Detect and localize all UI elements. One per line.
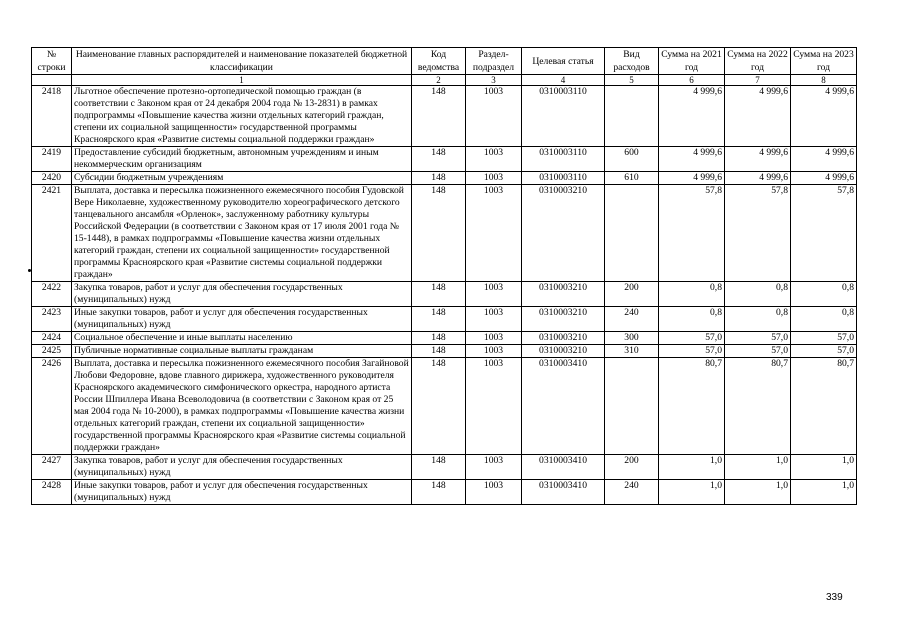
row-expense-type: 240 xyxy=(605,480,659,505)
row-target-item: 0310003410 xyxy=(522,480,605,505)
table-row xyxy=(32,172,857,185)
row-section: 1003 xyxy=(466,332,522,345)
row-number: 2424 xyxy=(32,332,72,345)
row-dept-code: 148 xyxy=(412,480,466,505)
row-target-item: 0310003210 xyxy=(522,307,605,332)
header-target-item: Целевая статья xyxy=(522,48,605,75)
header-section: Раздел-подраздел xyxy=(466,48,522,75)
row-name: Закупка товаров, работ и услуг для обеспечения государственных (муниципальных) нужд xyxy=(72,455,412,480)
row-expense-type: 600 xyxy=(605,147,659,172)
row-section: 1003 xyxy=(466,172,522,185)
row-section: 1003 xyxy=(466,455,522,480)
row-sum-2023: 4 999,6 xyxy=(791,147,857,172)
row-name: Иные закупки товаров, работ и услуг для обеспечения государственных (муниципальных) нужд xyxy=(72,307,412,332)
table-row xyxy=(32,185,857,282)
row-target-item: 0310003110 xyxy=(522,172,605,185)
row-section: 1003 xyxy=(466,307,522,332)
table-row xyxy=(32,480,857,505)
column-number: 7 xyxy=(725,75,791,86)
header-dept-code: Код ведомства xyxy=(412,48,466,75)
row-sum-2023: 1,0 xyxy=(791,480,857,505)
column-number: 2 xyxy=(412,75,466,86)
table-row xyxy=(32,332,857,345)
row-number: 2422 xyxy=(32,282,72,307)
table-row xyxy=(32,345,857,358)
header-row-number: № строки xyxy=(32,48,72,75)
row-number: 2427 xyxy=(32,455,72,480)
row-dept-code: 148 xyxy=(412,358,466,455)
row-target-item: 0310003110 xyxy=(522,86,605,147)
row-expense-type xyxy=(605,185,659,282)
column-number-empty xyxy=(32,75,72,86)
row-dept-code: 148 xyxy=(412,147,466,172)
header-name: Наименование главных распорядителей и наименование показателей бюджетной классификации xyxy=(72,48,412,75)
header-sum-2021: Сумма на 2021 год xyxy=(659,48,725,75)
row-number: 2420 xyxy=(32,172,72,185)
row-expense-type: 610 xyxy=(605,172,659,185)
row-dept-code: 148 xyxy=(412,185,466,282)
row-section: 1003 xyxy=(466,185,522,282)
row-sum-2021: 80,7 xyxy=(659,358,725,455)
row-sum-2022: 57,0 xyxy=(725,345,791,358)
row-section: 1003 xyxy=(466,345,522,358)
row-sum-2023: 0,8 xyxy=(791,307,857,332)
row-sum-2022: 1,0 xyxy=(725,455,791,480)
row-dept-code: 148 xyxy=(412,307,466,332)
row-expense-type: 200 xyxy=(605,282,659,307)
row-name: Выплата, доставка и пересылка пожизненного ежемесячного пособия Гудовской Вере Николаевне, художественному руководителю хореографического детского танцевального ансамбля «Орленок», заслуженному работнику культуры Российской Федерации (в соответствии с Законом края от 17 июля 2001 года № 15-1448), в рамках подпрограммы «Повышение качества жизни отдельных категорий граждан, степени их социальной защищенности» государственной программы Красноярского края «Развитие системы социальной поддержки граждан» xyxy=(72,185,412,282)
row-sum-2022: 57,8 xyxy=(725,185,791,282)
table-row xyxy=(32,147,857,172)
row-name: Социальное обеспечение и иные выплаты населению xyxy=(72,332,412,345)
row-target-item: 0310003410 xyxy=(522,455,605,480)
row-expense-type xyxy=(605,358,659,455)
row-section: 1003 xyxy=(466,86,522,147)
column-number: 4 xyxy=(522,75,605,86)
row-expense-type xyxy=(605,86,659,147)
row-dept-code: 148 xyxy=(412,86,466,147)
table-row xyxy=(32,455,857,480)
header-sum-2023: Сумма на 2023 год xyxy=(791,48,857,75)
row-sum-2021: 4 999,6 xyxy=(659,172,725,185)
budget-table xyxy=(31,47,857,505)
row-section: 1003 xyxy=(466,282,522,307)
row-sum-2023: 57,8 xyxy=(791,185,857,282)
row-sum-2023: 57,0 xyxy=(791,345,857,358)
row-sum-2021: 57,8 xyxy=(659,185,725,282)
row-number: 2421 xyxy=(32,185,72,282)
row-expense-type: 240 xyxy=(605,307,659,332)
row-target-item: 0310003110 xyxy=(522,147,605,172)
row-sum-2022: 80,7 xyxy=(725,358,791,455)
column-number-row xyxy=(32,75,857,86)
row-section: 1003 xyxy=(466,480,522,505)
table-row xyxy=(32,358,857,455)
row-name: Льготное обеспечение протезно-ортопедической помощью граждан (в соответствии с Законом края от 24 декабря 2004 года № 13-2831) в рамках подпрограммы «Повышение качества жизни отдельных категорий граждан, степени их социальной защищенности» государственной программы Красноярского края «Развитие системы социальной поддержки граждан» xyxy=(72,86,412,147)
row-sum-2022: 4 999,6 xyxy=(725,86,791,147)
row-sum-2023: 4 999,6 xyxy=(791,86,857,147)
row-number: 2428 xyxy=(32,480,72,505)
row-name: Закупка товаров, работ и услуг для обеспечения государственных (муниципальных) нужд xyxy=(72,282,412,307)
row-sum-2022: 4 999,6 xyxy=(725,172,791,185)
header-sum-2022: Сумма на 2022 год xyxy=(725,48,791,75)
row-sum-2023: 80,7 xyxy=(791,358,857,455)
row-section: 1003 xyxy=(466,358,522,455)
row-dept-code: 148 xyxy=(412,345,466,358)
row-sum-2022: 0,8 xyxy=(725,307,791,332)
row-sum-2021: 57,0 xyxy=(659,332,725,345)
table-row xyxy=(32,307,857,332)
row-target-item: 0310003210 xyxy=(522,332,605,345)
row-name: Иные закупки товаров, работ и услуг для обеспечения государственных (муниципальных) нужд xyxy=(72,480,412,505)
row-sum-2022: 57,0 xyxy=(725,332,791,345)
row-sum-2023: 1,0 xyxy=(791,455,857,480)
column-number: 5 xyxy=(605,75,659,86)
table-row xyxy=(32,282,857,307)
row-expense-type: 200 xyxy=(605,455,659,480)
row-name: Субсидии бюджетным учреждениям xyxy=(72,172,412,185)
column-number: 1 xyxy=(72,75,412,86)
row-sum-2021: 4 999,6 xyxy=(659,147,725,172)
row-dept-code: 148 xyxy=(412,282,466,307)
row-number: 2419 xyxy=(32,147,72,172)
row-section: 1003 xyxy=(466,147,522,172)
table-row xyxy=(32,86,857,147)
row-number: 2426 xyxy=(32,358,72,455)
row-sum-2022: 0,8 xyxy=(725,282,791,307)
row-sum-2021: 1,0 xyxy=(659,455,725,480)
row-target-item: 0310003410 xyxy=(522,358,605,455)
row-dept-code: 148 xyxy=(412,172,466,185)
row-sum-2021: 4 999,6 xyxy=(659,86,725,147)
row-number: 2423 xyxy=(32,307,72,332)
row-sum-2022: 4 999,6 xyxy=(725,147,791,172)
row-sum-2021: 57,0 xyxy=(659,345,725,358)
row-dept-code: 148 xyxy=(412,332,466,345)
row-sum-2021: 1,0 xyxy=(659,480,725,505)
column-number: 6 xyxy=(659,75,725,86)
page-number: 339 xyxy=(826,592,843,603)
row-name: Публичные нормативные социальные выплаты гражданам xyxy=(72,345,412,358)
row-expense-type: 300 xyxy=(605,332,659,345)
row-name: Выплата, доставка и пересылка пожизненного ежемесячного пособия Загайновой Любови Федоровне, вдове главного дирижера, художественного руководителя Красноярского академического симфонического оркестра, народного артиста России Шпиллера Ивана Всеволодовича (в соответствии с Законом края от 25 мая 2004 года № 10-2000), в рамках подпрограммы «Повышение качества жизни отдельных категорий граждан, степени их социальной защищенности» государственной программы Красноярского края «Развитие системы социальной поддержки граждан» xyxy=(72,358,412,455)
row-name: Предоставление субсидий бюджетным, автономным учреждениям и иным некоммерческим организациям xyxy=(72,147,412,172)
row-sum-2023: 57,0 xyxy=(791,332,857,345)
header-row xyxy=(32,48,857,75)
header-expense-type: Вид расходов xyxy=(605,48,659,75)
row-dept-code: 148 xyxy=(412,455,466,480)
row-expense-type: 310 xyxy=(605,345,659,358)
row-target-item: 0310003210 xyxy=(522,282,605,307)
row-sum-2023: 4 999,6 xyxy=(791,172,857,185)
column-number: 3 xyxy=(466,75,522,86)
row-number: 2425 xyxy=(32,345,72,358)
row-target-item: 0310003210 xyxy=(522,185,605,282)
row-sum-2022: 1,0 xyxy=(725,480,791,505)
row-sum-2021: 0,8 xyxy=(659,282,725,307)
row-number: 2418 xyxy=(32,86,72,147)
row-target-item: 0310003210 xyxy=(522,345,605,358)
row-sum-2021: 0,8 xyxy=(659,307,725,332)
row-sum-2023: 0,8 xyxy=(791,282,857,307)
column-number: 8 xyxy=(791,75,857,86)
